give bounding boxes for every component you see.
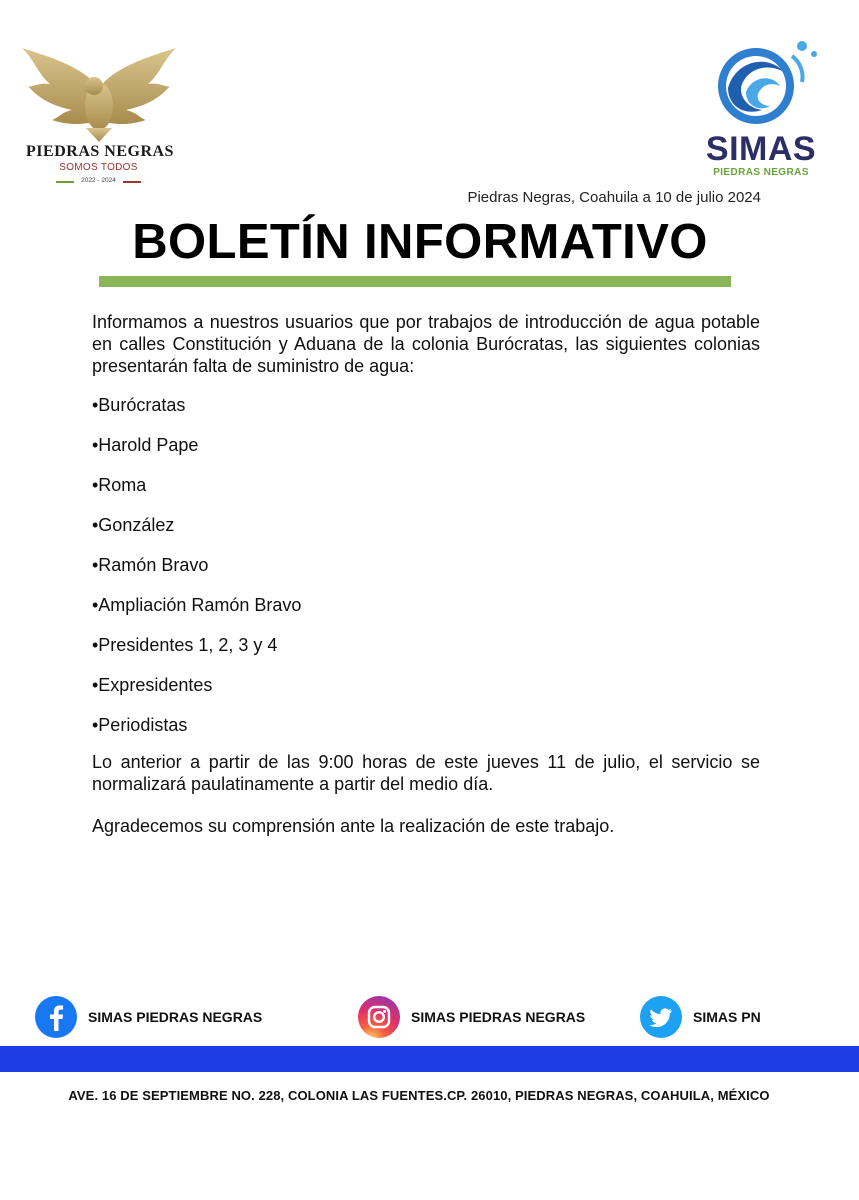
list-item: •Harold Pape	[92, 435, 199, 455]
title-underline	[99, 276, 731, 287]
years-divider-right	[123, 181, 141, 183]
facebook-link[interactable]	[34, 995, 262, 1039]
instagram-icon	[357, 995, 401, 1039]
municipal-years: 2022 - 2024	[81, 177, 116, 184]
water-eagle-emblem-icon	[706, 36, 826, 136]
footer-band	[0, 1046, 859, 1072]
footer-address: AVE. 16 DE SEPTIEMBRE NO. 228, COLONIA LAS FUENTES.CP. 26010, PIEDRAS NEGRAS, COAHUILA, MÉXICO	[68, 1088, 770, 1103]
twitter-icon	[639, 995, 683, 1039]
twitter-link[interactable]	[639, 995, 761, 1039]
municipal-slogan: SOMOS TODOS	[59, 162, 138, 173]
simas-subtitle: PIEDRAS NEGRAS	[713, 167, 809, 178]
list-item: •Ramón Bravo	[92, 555, 209, 575]
thanks-paragraph: Agradecemos su comprensión ante la realización de este trabajo.	[92, 816, 615, 836]
bulletin-title: BOLETÍN INFORMATIVO	[132, 215, 708, 269]
list-item: •González	[92, 515, 175, 535]
closing-paragraph: Lo anterior a partir de las 9:00 horas de este jueves 11 de julio, el servicio se normalizará paulatinamente a partir del medio día.	[92, 752, 760, 794]
simas-name: SIMAS	[705, 130, 817, 168]
colonias-list	[92, 394, 301, 754]
list-item: •Periodistas	[92, 715, 188, 735]
intro-paragraph: Informamos a nuestros usuarios que por trabajos de introducción de agua potable en calles Constitución y Aduana de la colonia Burócratas, las siguientes colonias presentarán falta de suministro de agua:	[92, 312, 760, 376]
date-line: Piedras Negras, Coahuila a 10 de julio 2024	[467, 189, 761, 206]
list-item: •Roma	[92, 475, 147, 495]
instagram-label: SIMAS PIEDRAS NEGRAS	[411, 1009, 586, 1025]
facebook-icon	[34, 995, 78, 1039]
list-item: •Presidentes 1, 2, 3 y 4	[92, 635, 278, 655]
twitter-label: SIMAS PN	[693, 1009, 761, 1025]
municipal-name: PIEDRAS NEGRAS	[26, 143, 174, 160]
list-item: •Ampliación Ramón Bravo	[92, 595, 302, 615]
list-item: •Burócratas	[92, 395, 186, 415]
facebook-label: SIMAS PIEDRAS NEGRAS	[88, 1009, 263, 1025]
list-item: •Expresidentes	[92, 675, 213, 695]
instagram-link[interactable]	[357, 995, 585, 1039]
